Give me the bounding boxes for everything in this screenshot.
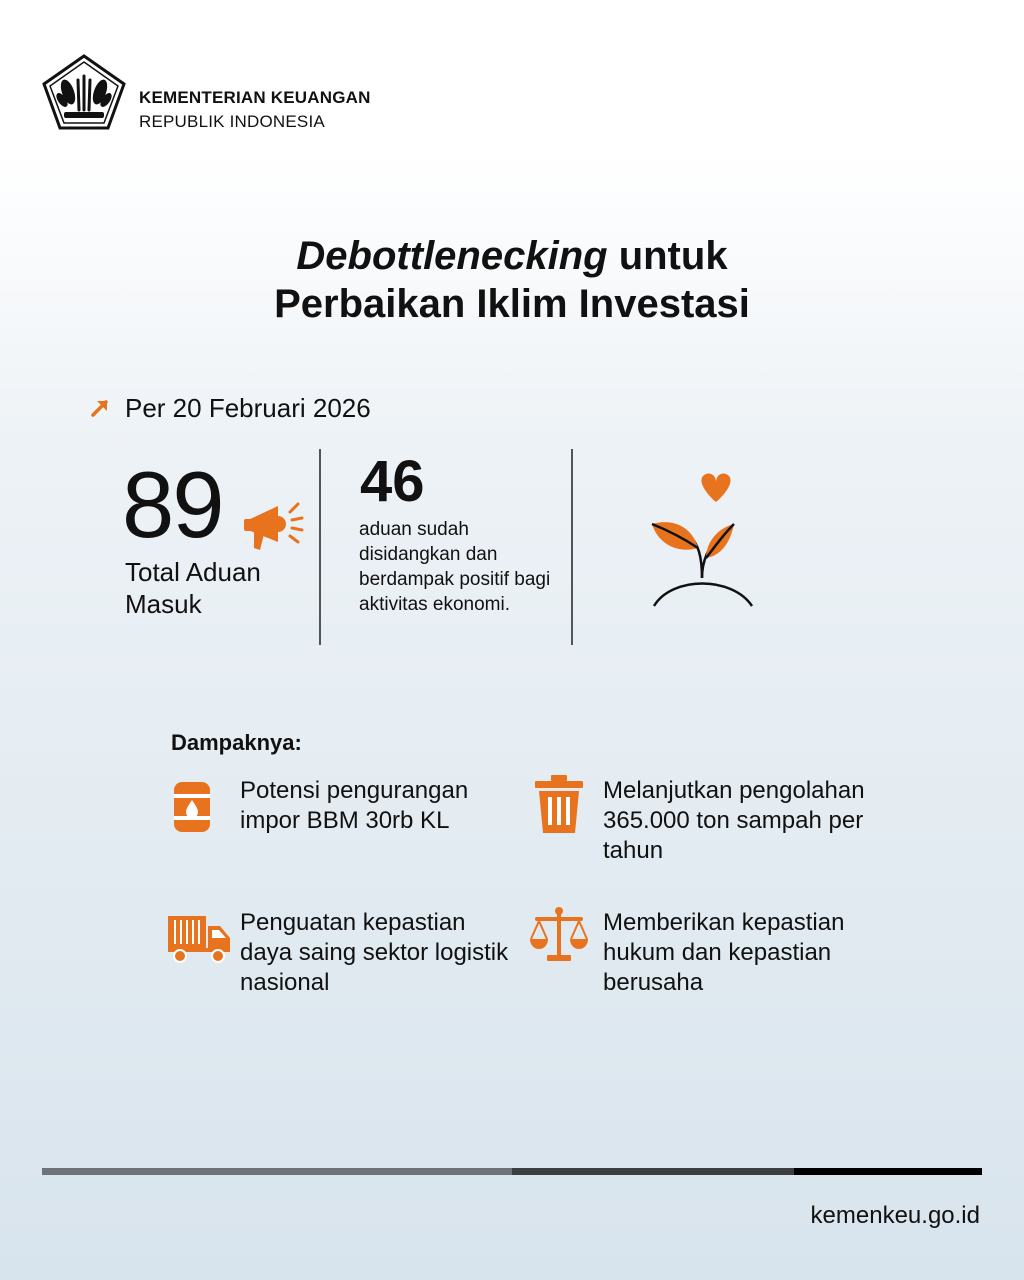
footer-bar: [512, 1168, 794, 1175]
oil-barrel-icon: [170, 778, 220, 838]
resolved-complaints-value: 46: [360, 449, 425, 514]
title-italic: Debottlenecking: [296, 234, 608, 278]
scales-icon: [529, 905, 589, 965]
impact-text: Melanjutkan pengolahan 365.000 ton sampah per tahun: [603, 777, 865, 864]
impact-text: Penguatan kepastian daya saing sektor logistik nasional: [240, 909, 509, 996]
org-name: KEMENTERIAN KEUANGAN: [139, 88, 371, 107]
divider: [571, 449, 573, 645]
impacts-heading: Dampaknya:: [171, 730, 302, 755]
title-line2: Perbaikan Iklim Investasi: [274, 282, 750, 326]
kemenkeu-logo: [42, 54, 126, 130]
divider: [319, 449, 321, 645]
title-line1-rest: untuk: [607, 234, 728, 278]
org-country: REPUBLIK INDONESIA: [139, 112, 325, 131]
impact-text: Potensi pengurangan impor BBM 30rb KL: [240, 777, 469, 834]
total-complaints-value: 89: [122, 452, 223, 557]
resolved-complaints-label: aduan sudah disidangkan dan berdampak positif bagi aktivitas ekonomi.: [359, 519, 551, 615]
megaphone-icon: [242, 498, 304, 554]
page-title: [0, 232, 1024, 328]
footer-bar: [794, 1168, 982, 1175]
footer-bar: [42, 1168, 512, 1175]
website-link[interactable]: kemenkeu.go.id: [810, 1202, 980, 1229]
truck-icon: [166, 914, 232, 964]
total-complaints-label: Total Aduan Masuk: [125, 557, 261, 619]
sprout-heart-icon: [648, 466, 758, 612]
impact-text: Memberikan kepastian hukum dan kepastian berusaha: [603, 909, 845, 996]
arrow-up-right-icon: [90, 398, 110, 418]
date-label: Per 20 Februari 2026: [125, 393, 371, 423]
trash-bin-icon: [533, 773, 583, 833]
